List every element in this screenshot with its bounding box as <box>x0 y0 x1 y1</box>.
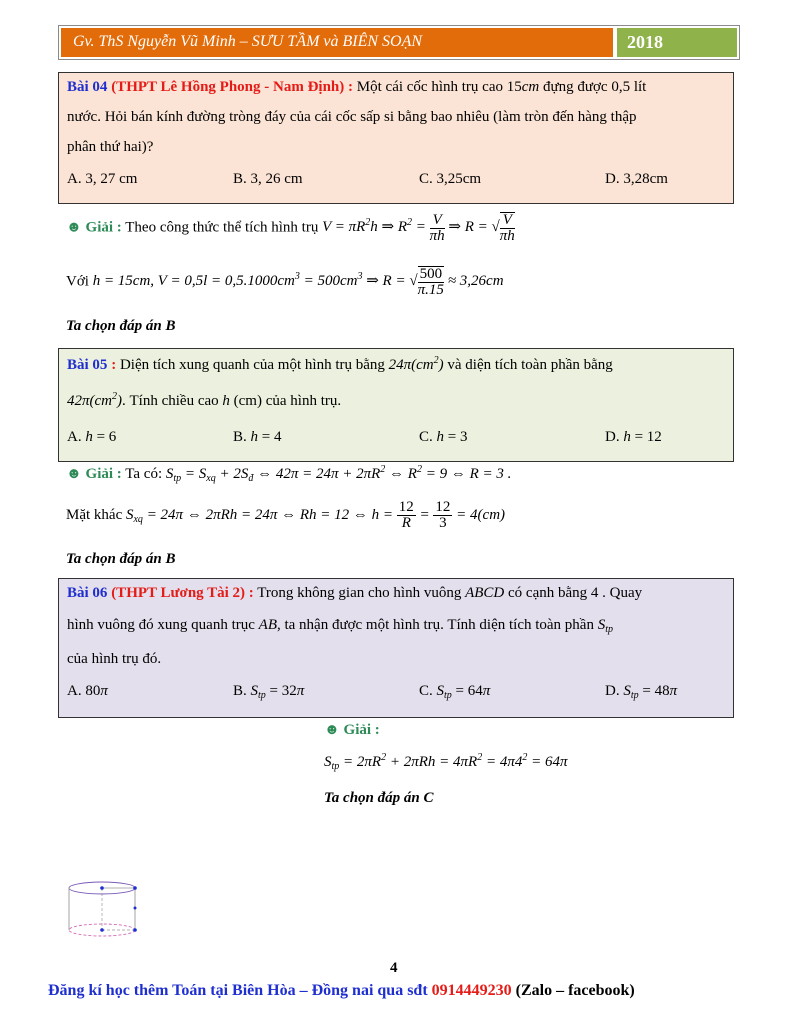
solution-05-line2 <box>66 500 505 531</box>
problem-06-axis: AB <box>258 617 277 633</box>
problem-04-height-value: 15 <box>506 79 522 95</box>
problem-06-source: (THPT Lương Tài 2) : <box>111 585 254 601</box>
problem-05-box <box>58 348 734 462</box>
problem-05-option-c: C. h = 3 <box>419 429 468 445</box>
problem-04-text-d: đựng được 0,5 lít <box>539 79 647 95</box>
problem-04-option-a: A. 3, 27 cm <box>67 171 138 187</box>
solution-05-text: Ta có: <box>121 466 166 482</box>
solution-04-answer: Ta chọn đáp án B <box>66 318 176 334</box>
solution-05-line1 <box>66 464 511 484</box>
problem-06-side: 4 <box>590 585 599 601</box>
problem-06-label: Bài 06 <box>67 585 108 601</box>
problem-05-total-area: $42\pi(cm^2)$ <box>67 391 122 409</box>
problem-05-lateral-area: $24\pi(cm^2)$ <box>388 355 444 373</box>
problem-04-source: (THPT Lê Hồng Phong - Nam Định) : <box>111 79 354 95</box>
page-header <box>58 25 740 60</box>
page-number: 4 <box>390 960 398 976</box>
solution-05-label: ☻ Giải : <box>66 466 122 482</box>
problem-05-text: Diện tích xung quanh của một hình trụ bằng <box>116 357 389 373</box>
footer-note <box>48 982 635 1000</box>
problem-06-line1 <box>67 585 642 602</box>
problem-04-box <box>58 72 734 204</box>
header-year-band <box>617 28 737 57</box>
solution-06-answer: Ta chọn đáp án C <box>324 790 434 806</box>
header-title: Gv. ThS Nguyễn Vũ Minh – SƯU TẦM và BIÊN SOẠN <box>73 33 423 50</box>
solution-04-text: Theo công thức thể tích hình trụ <box>121 219 323 236</box>
problem-06-text: Trong không gian cho hình vuông <box>253 585 466 601</box>
problem-06-line3: của hình trụ đó. <box>67 651 162 667</box>
footer-text: Đăng kí học thêm Toán tại Biên Hòa – Đồng nai qua sđt <box>48 982 432 999</box>
problem-06-text-c: . Quay <box>598 585 643 601</box>
problem-05-text-2: . Tính chiều cao <box>122 393 223 409</box>
problem-06-line2: hình vuông đó xung quanh trục AB, ta nhận được một hình trụ. Tính diện tích toàn phần $S_{tp}$ <box>67 617 613 635</box>
solution-06-formula: $S_{tp} = 2\pi R^2 + 2\pi Rh = 4\pi R^2 = 4\pi 4^2 = 64\pi$ <box>324 752 568 772</box>
problem-05-option-d: D. h = 12 <box>605 429 662 445</box>
problem-05-line1 <box>67 355 613 374</box>
solution-04-calc: h = 15cm, $V = 0,5l = 0,5.1000cm^3 = 500cm^3$ ⇒ R = √ $\frac{500}{\pi.15}$ ≈ 3,26cm <box>92 266 504 298</box>
problem-04-line3: phân thứ hai)? <box>67 139 154 155</box>
problem-06-text-2b: , ta nhận được một hình trụ. Tính diện tích toàn phần <box>276 617 598 633</box>
problem-04-option-d: D. 3,28cm <box>605 171 668 187</box>
footer-phone: 0914449230 <box>431 982 512 999</box>
problem-06-text-b: có cạnh bằng <box>504 585 591 601</box>
problem-06-option-b: B. $S_{tp} = 32\pi$ <box>233 683 305 701</box>
problem-06-text-2: hình vuông đó xung quanh trục <box>67 617 259 633</box>
problem-04-option-b: B. 3, 26 cm <box>233 171 303 187</box>
problem-05-text-tail: và diện tích toàn phần bằng <box>443 357 613 373</box>
problem-04-text-a: Một cái cốc hình trụ cao <box>353 79 507 95</box>
header-year: 2018 <box>627 32 663 52</box>
header-title-band <box>61 28 613 57</box>
solution-05-calc: $S_{xq} = 24\pi$ ⇔ 2πRh = 24π ⇔ Rh = 12 ⇔ h = $\frac{12}{R}$ = $\frac{12}{3}$ = 4(cm) <box>125 499 506 531</box>
problem-06-box <box>58 578 734 718</box>
solution-04-prefix: Với <box>66 273 93 290</box>
solution-04-line2 <box>66 266 504 298</box>
problem-05-option-b: B. h = 4 <box>233 429 282 445</box>
problem-04-line2: nước. Hỏi bán kính đường tròng đáy của cái cốc sấp si bằng bao nhiêu (làm tròn đến hàng thập <box>67 109 637 125</box>
problem-06-option-a: A. 80π <box>67 683 108 699</box>
problem-04-label: Bài 04 <box>67 79 108 95</box>
solution-05-answer: Ta chọn đáp án B <box>66 551 176 567</box>
problem-05-line2: $42\pi(cm^2)$. Tính chiều cao h (cm) của hình trụ. <box>67 391 342 409</box>
solution-06-label: ☻ Giải : <box>324 722 380 738</box>
solution-04-line1 <box>66 212 515 244</box>
problem-06-option-c: C. $S_{tp} = 64\pi$ <box>419 683 491 701</box>
solution-04-formula: $V = \pi R^2h$ ⇒ $R^2$ = $\frac{V}{\pi h}$ ⇒ R = √ $\frac{V}{\pi h}$ <box>322 211 515 244</box>
problem-04-line1 <box>67 79 646 96</box>
problem-05-source: : <box>107 357 117 373</box>
problem-04-height-unit: cm <box>521 79 540 95</box>
solution-05-formula: $S_{tp} = S_{xq} + 2S_đ$ ⇔ $42\pi = 24\pi + 2\pi R^2$ ⇔ $R^2 = 9$ ⇔ R = 3 . <box>165 464 512 484</box>
solution-04-label: ☻ Giải : <box>66 219 122 236</box>
problem-05-text-3: (cm) của hình trụ. <box>229 393 342 409</box>
problem-06-option-d: D. $S_{tp} = 48\pi$ <box>605 683 678 701</box>
problem-06-square-name: ABCD <box>465 585 505 601</box>
problem-05-label: Bài 05 <box>67 357 108 373</box>
problem-04-option-c: C. 3,25cm <box>419 171 482 187</box>
solution-05-prefix: Mặt khác <box>66 506 126 523</box>
cylinder-figure <box>62 878 152 940</box>
footer-tail: (Zalo – facebook) <box>511 982 635 999</box>
problem-05-option-a: A. h = 6 <box>67 429 117 445</box>
